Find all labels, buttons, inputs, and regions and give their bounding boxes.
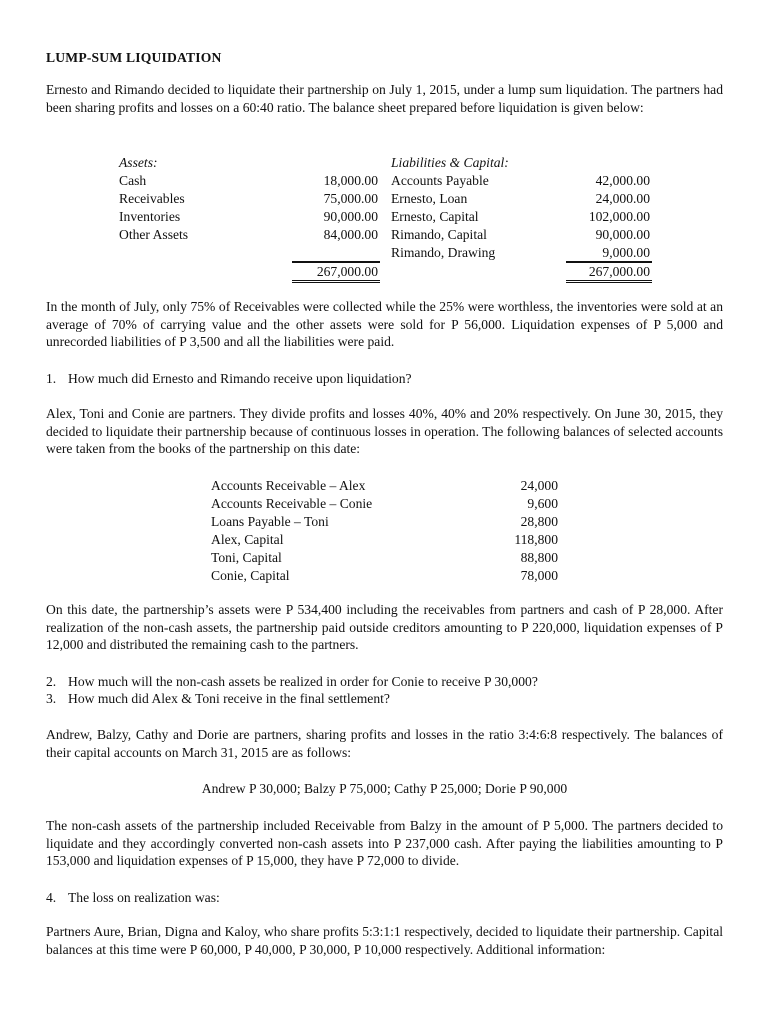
liability-label: Rimando, Capital [391,227,487,242]
assets-subtotal-rule [292,244,380,262]
asset-label: Cash [119,173,147,188]
asset-label: Inventories [119,209,181,224]
account-amount: 88,800 [520,550,558,565]
question-2 [46,673,538,691]
liability-label: Ernesto, Loan [391,191,468,206]
asset-amount: 75,000.00 [323,191,378,206]
question-number: 3. [46,691,57,706]
paragraph-7: Partners Aure, Brian, Digna and Kaloy, who share profits 5:3:1:1 respectively, decided to liquidate their partnership. Capital balances at this time were P 60,000, P 40,000, P 30,000, P 10,000 respectively. Additional information: [46,924,723,957]
account-label: Toni, Capital [211,550,282,565]
liability-label: Ernesto, Capital [391,209,479,224]
question-text: How much will the non-cash assets be realized in order for Conie to receive P 30,000? [68,674,538,689]
question-number: 4. [46,890,57,905]
question-text: The loss on realization was: [68,890,220,905]
account-amount: 28,800 [520,514,558,529]
liabilities-subtotal-rule [566,244,652,262]
question-number: 1. [46,371,57,386]
liability-amount: 9,000.00 [602,245,650,260]
paragraph-2: In the month of July, only 75% of Receivables were collected while the 25% were worthless, the inventories were sold at an average of 70% of carrying value and the other assets were sold for P 56,000. Liquidation expenses of P 5,000 and unrecorded liabilities of P 3,500 and all the liabilities were paid. [46,299,723,350]
account-amount: 118,800 [514,532,558,547]
liability-label: Rimando, Drawing [391,245,496,260]
question-text: How much did Ernesto and Rimando receive upon liquidation? [68,371,412,386]
account-amount: 9,600 [527,496,558,511]
liability-amount: 90,000.00 [595,227,650,242]
account-label: Loans Payable – Toni [211,514,329,529]
asset-amount: 84,000.00 [323,227,378,242]
account-label: Conie, Capital [211,568,290,583]
paragraph-5: Andrew, Balzy, Cathy and Dorie are partners, sharing profits and losses in the ratio 3:4:6:8 respectively. The balances of their capital accounts on March 31, 2015 are as follows: [46,727,723,760]
liabilities-header: Liabilities & Capital: [391,155,509,170]
account-label: Accounts Receivable – Alex [211,478,366,493]
question-4 [46,889,220,907]
asset-amount: 90,000.00 [323,209,378,224]
asset-amount: 18,000.00 [323,173,378,188]
account-amount: 24,000 [520,478,558,493]
paragraph-4: On this date, the partnership’s assets were P 534,400 including the receivables from partners and cash of P 28,000. After realization of the non-cash assets, the partnership paid outside creditors amounting to P 220,000, liquidation expenses of P 12,000 and distributed the remaining cash to the partners. [46,602,723,653]
account-label: Alex, Capital [211,532,284,547]
liability-amount: 102,000.00 [588,209,650,224]
liability-amount: 24,000.00 [595,191,650,206]
question-number: 2. [46,674,57,689]
liabilities-total: 267,000.00 [566,262,652,283]
document-title: LUMP-SUM LIQUIDATION [46,50,222,65]
question-3 [46,690,390,708]
liability-label: Accounts Payable [391,173,489,188]
account-amount: 78,000 [520,568,558,583]
asset-label: Receivables [119,191,185,206]
liability-amount: 42,000.00 [595,173,650,188]
question-text: How much did Alex & Toni receive in the final settlement? [68,691,390,706]
paragraph-6: The non-cash assets of the partnership included Receivable from Balzy in the amount of P 5,000. The partners decided to liquidate and they accordingly converted non-cash assets into P 237,000 cash. After paying the liabilities amounting to P 153,000 and liquidation expenses of P 15,000, they have P 72,000 to divide. [46,818,723,869]
asset-label: Other Assets [119,227,189,242]
account-label: Accounts Receivable – Conie [211,496,373,511]
paragraph-3: Alex, Toni and Conie are partners. They divide profits and losses 40%, 40% and 20% respectively. On June 30, 2015, they decided to liquidate their partnership because of continuous losses in operation. The following balances of selected accounts were taken from the books of the partnership on this date: [46,406,723,457]
assets-header: Assets: [119,155,158,170]
paragraph-1: Ernesto and Rimando decided to liquidate their partnership on July 1, 2015, under a lump sum liquidation. The partners had been sharing profits and losses on a 60:40 ratio. The balance sheet prepared before liquidation is given below: [46,82,723,115]
capital-balances-line: Andrew P 30,000; Balzy P 75,000; Cathy P 25,000; Dorie P 90,000 [201,781,568,796]
assets-total: 267,000.00 [292,262,380,283]
question-1 [46,370,412,388]
balance-sheet [0,154,768,284]
accounts-table [0,477,768,587]
